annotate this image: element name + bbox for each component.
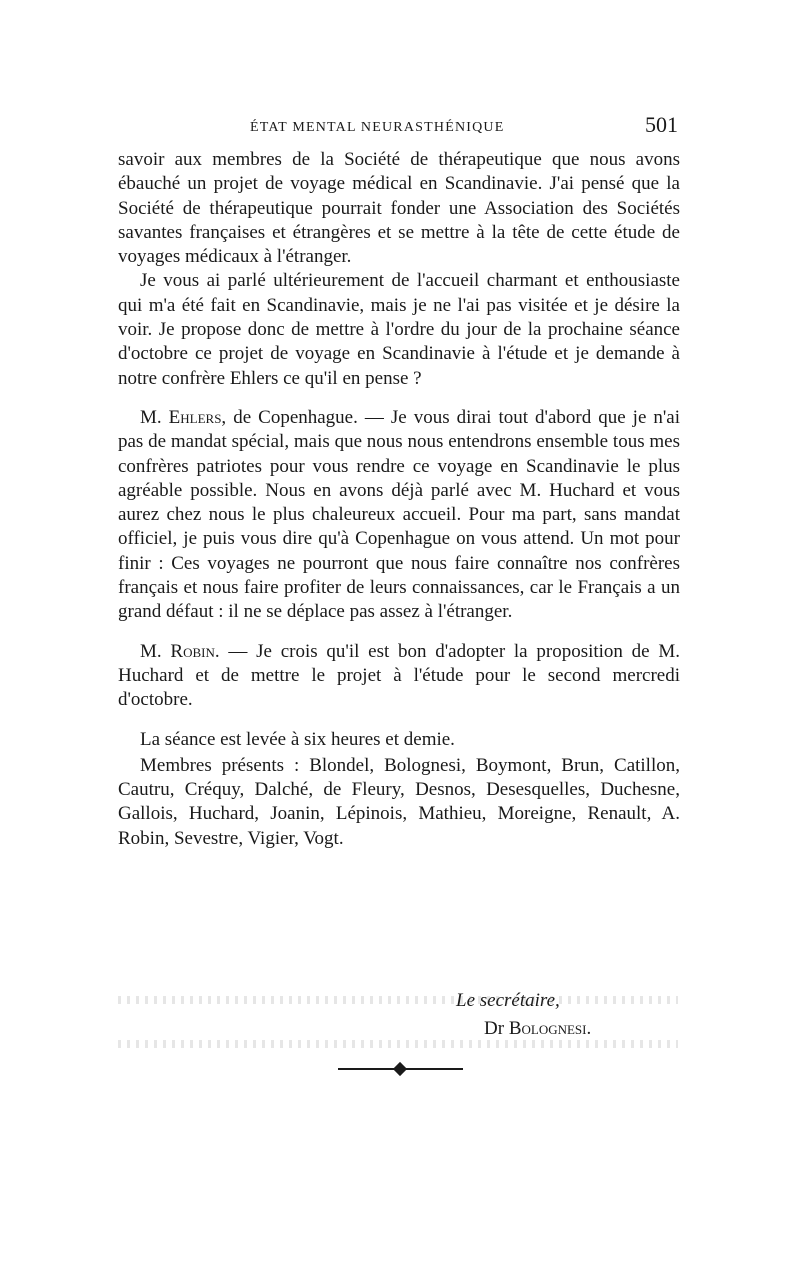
- signature-title: Le secrétaire,: [456, 990, 560, 1011]
- paragraph-continuation: savoir aux membres de la Société de thérapeutique que nous avons ébauché un projet de voyage médical en Scandinavie. J'ai pensé que la Société de thérapeutique pourrait fonder une Association des Sociétés savantes françaises et étrangères et se mettre à la tête de cette étude de voyages médicaux à l'étranger.: [118, 149, 680, 268]
- paragraph-ehlers: [118, 406, 680, 625]
- signature-name: [484, 1018, 591, 1040]
- speaker-ehlers: M. Ehlers,: [140, 406, 227, 428]
- signature-surname: Bolognesi.: [508, 1018, 592, 1039]
- ehlers-speech: — Je vous dirai tout d'abord que je n'ai pas de mandat spécial, mais que nous nous entendrons ensemble tous mes confrères patriotes pour vous rendre ce voyage en Scandinavie le plus agréable possible. Nous en avons déjà parlé avec M. Huchard et vous aurez chez nous le plus chaleureux accueil. Pour ma part, sans mandat officiel, je puis vous dire qu'à Copenhague on vous attend. Un mot pour finir : Ces voyages ne pourront que nous faire connaître nos confrères français et nous faire profiter de leurs connaissances, car le Français a un grand défaut : il ne se déplace pas assez à l'étranger.: [118, 406, 681, 623]
- show-through-mark: [118, 996, 678, 1004]
- robin-speech: — Je crois qu'il est bon d'adopter la proposition de M. Huchard et de mettre le projet à l'étude pour le second mercredi d'octobre.: [118, 640, 681, 711]
- page-header: [118, 112, 678, 146]
- show-through-mark: [118, 1040, 678, 1048]
- page-number: 501: [645, 112, 678, 137]
- end-rule-ornament: [393, 1062, 407, 1076]
- running-title: ÉTAT MENTAL NEURASTHÉNIQUE: [250, 120, 505, 135]
- signature-prefix: Dr: [484, 1018, 505, 1039]
- speaker-place: de Copenhague.: [233, 406, 358, 428]
- session-closing: La séance est levée à six heures et demie.: [140, 728, 455, 750]
- members-present: Membres présents : Blondel, Bolognesi, Boymont, Brun, Catillon, Cautru, Créquy, Dalché, de Fleury, Desnos, Desesquelles, Duchesne, Gallois, Huchard, Joanin, Lépinois, Mathieu, Moreigne, Renault, A. Robin, Sevestre, Vigier, Vogt.: [118, 754, 680, 849]
- paragraph-robin: [118, 640, 680, 713]
- paragraph-proposal: Je vous ai parlé ultérieurement de l'accueil charmant et enthousiaste qui m'a été fait en Scandinavie, mais je ne l'ai pas visitée et je désire la voir. Je propose donc de mettre à l'ordre du jour de la prochaine séance d'octobre ce projet de voyage en Scandinavie à l'étude et je demande à notre confrère Ehlers ce qu'il en pense ?: [118, 270, 680, 389]
- body-text: [118, 148, 680, 851]
- speaker-robin: M. Robin.: [140, 640, 220, 662]
